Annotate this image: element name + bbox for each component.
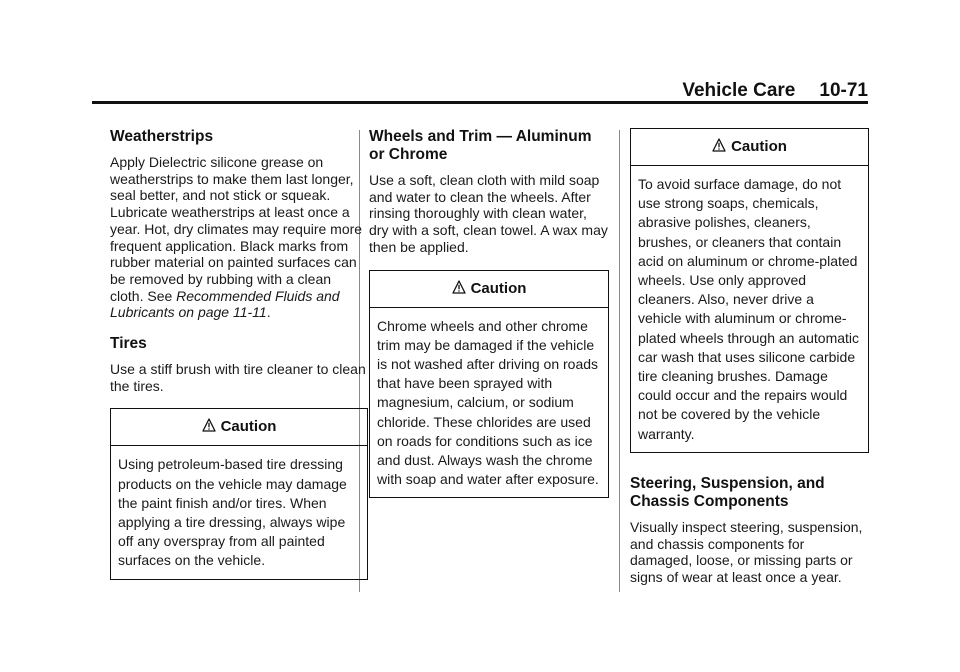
caution-text: To avoid surface damage, do not use strong soaps, chemicals, abrasive polishes, cleaners, brushes, or cleaners that contain acid on aluminum or chrome-plated wheels. Use only approved cleaners. Also, never drive a vehicle with aluminum or chrome-plated wheels through an automatic car wash that uses silicone carbide tire cleaning brushes. Damage could occur and the repairs would not be covered by the vehicle warranty. <box>638 176 860 442</box>
page-number: 10-71 <box>819 80 868 101</box>
wheels-trim-paragraph: Use a soft, clean cloth with mild soap and water to clean the wheels. After rinsing thoroughly with clean water, dry with a soft, clean towel. A wax may then be applied. <box>369 172 608 255</box>
caution-title: Caution <box>370 271 608 308</box>
weatherstrips-heading: Weatherstrips <box>110 128 214 145</box>
wheels-trim-heading: Wheels and Trim — Aluminum or Chrome <box>369 128 592 163</box>
page-header <box>628 80 868 102</box>
column-2 <box>369 128 609 510</box>
caution-title: Caution <box>111 409 367 446</box>
column-divider <box>619 130 620 592</box>
header-rule <box>92 101 868 104</box>
caution-box <box>110 408 368 579</box>
caution-title: Caution <box>631 129 868 166</box>
column-1 <box>110 128 368 592</box>
column-3 <box>630 128 869 600</box>
caution-triangle-icon <box>712 138 726 152</box>
cross-reference-link[interactable]: Recommended Fluids and Lubricants on page 11-11 <box>110 287 340 321</box>
tires-paragraph: Use a stiff brush with tire cleaner to clean the tires. <box>110 361 366 394</box>
caution-triangle-icon <box>202 418 216 432</box>
caution-text: Chrome wheels and other chrome trim may be damaged if the vehicle is not washed after driving on roads that have been sprayed with magnesium, calcium, or sodium chloride. These chlorides are used on roads for conditions such as ice and dust. Always wash the chrome with soap and water after exposure. <box>377 317 599 488</box>
weatherstrips-paragraph: Apply Dielectric silicone grease on weatherstrips to make them last longer, seal better, and not stick or squeak. Lubricate weatherstrips at least once a year. Hot, dry climates may require more frequent application. Black marks from rubber material on painted surfaces can be removed by rubbing with a clean cloth. See Recommended Fluids and Lubricants on page 11-11. <box>110 154 363 321</box>
steering-heading: Steering, Suspension, and Chassis Components <box>630 474 825 510</box>
caution-box <box>630 128 869 453</box>
steering-paragraph: Visually inspect steering, suspension, and chassis components for damaged, loose, or missing parts or signs of wear at least once a year. <box>630 518 863 585</box>
caution-triangle-icon <box>452 280 466 294</box>
section-title: Vehicle Care <box>682 80 796 101</box>
tires-heading: Tires <box>110 335 147 353</box>
caution-box <box>369 270 609 499</box>
caution-text: Using petroleum-based tire dressing products on the vehicle may damage the paint finish and/or tires. When applying a tire dressing, always wipe off any overspray from all painted surfaces on the vehicle. <box>118 456 347 569</box>
